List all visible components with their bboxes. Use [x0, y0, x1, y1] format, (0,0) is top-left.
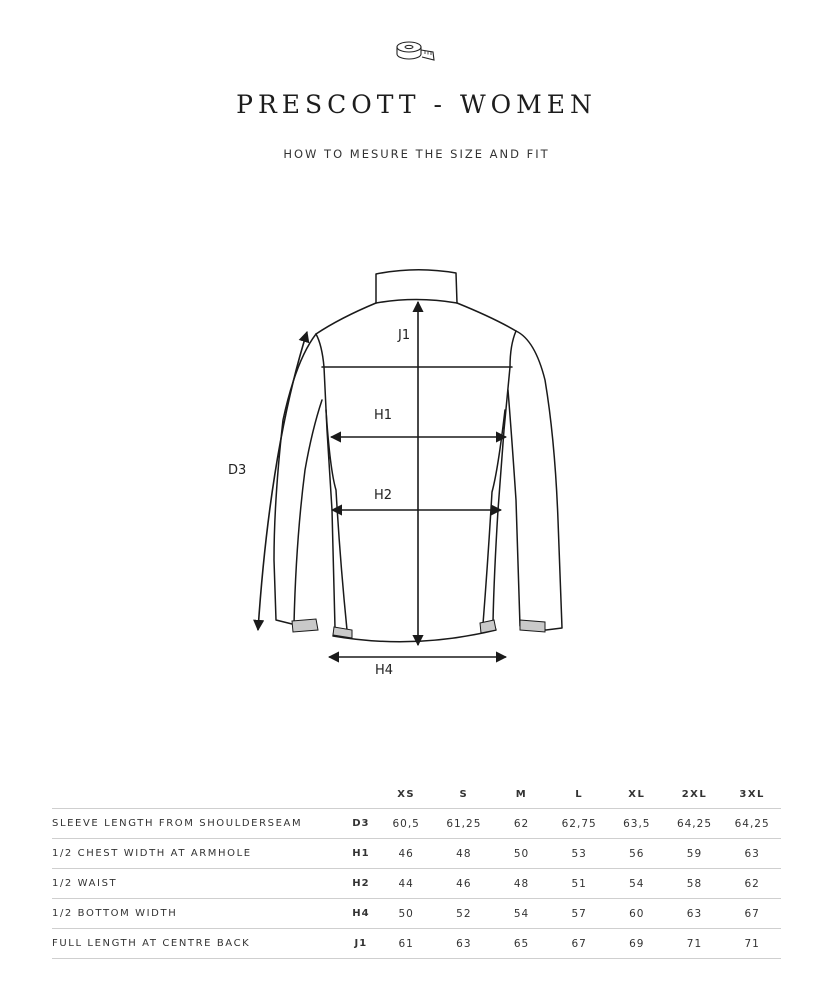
measurement-label: 1/2 BOTTOM WIDTH: [52, 899, 344, 929]
jacket-hem: [333, 622, 496, 642]
jacket-body-right: [493, 331, 516, 622]
measurement-value: 50: [377, 899, 435, 929]
table-row: [52, 929, 781, 959]
measurement-value: 46: [377, 839, 435, 869]
size-header: M: [493, 780, 551, 809]
measurement-value: 65: [493, 929, 551, 959]
cuff-left: [292, 619, 318, 632]
size-header: L: [550, 780, 608, 809]
table-row: [52, 809, 781, 839]
measurement-value: 67: [550, 929, 608, 959]
measurement-value: 48: [493, 869, 551, 899]
jacket-sleeve-right: [508, 331, 562, 630]
label-d3: D3: [228, 463, 247, 478]
measurement-value: 53: [550, 839, 608, 869]
measurement-value: 51: [550, 869, 608, 899]
measurement-value: 61: [377, 929, 435, 959]
measurement-value: 54: [608, 869, 666, 899]
size-header: 2XL: [666, 780, 724, 809]
measurement-value: 62: [723, 869, 781, 899]
measurement-value: 63,5: [608, 809, 666, 839]
measurement-value: 44: [377, 869, 435, 899]
size-header: XL: [608, 780, 666, 809]
measurement-value: 71: [723, 929, 781, 959]
measurement-value: 62,75: [550, 809, 608, 839]
measurement-value: 63: [723, 839, 781, 869]
table-row: [52, 839, 781, 869]
cuff-right: [520, 620, 545, 632]
size-header: S: [435, 780, 493, 809]
measurement-label: 1/2 WAIST: [52, 869, 344, 899]
measurement-value: 64,25: [666, 809, 724, 839]
jacket-body-left: [316, 334, 335, 628]
table-row: [52, 869, 781, 899]
label-h2: H2: [374, 488, 393, 503]
measurement-value: 58: [666, 869, 724, 899]
measurement-code: H1: [344, 839, 377, 869]
size-header: 3XL: [723, 780, 781, 809]
measurement-code: D3: [344, 809, 377, 839]
measurement-value: 67: [723, 899, 781, 929]
measurement-code: J1: [344, 929, 377, 959]
measurement-value: 59: [666, 839, 724, 869]
measurement-value: 71: [666, 929, 724, 959]
measurement-value: 60,5: [377, 809, 435, 839]
jacket-sleeve-left: [274, 334, 322, 624]
label-h4: H4: [375, 663, 394, 678]
measurement-value: 46: [435, 869, 493, 899]
page-title: PRESCOTT - WOMEN: [236, 90, 597, 119]
measurement-code: H4: [344, 899, 377, 929]
measurement-code: H2: [344, 869, 377, 899]
measurement-value: 60: [608, 899, 666, 929]
size-header-row: [52, 780, 781, 809]
header-blank: [52, 780, 344, 809]
jacket-collar: [376, 270, 457, 303]
size-chart-table: [52, 780, 781, 959]
d3-arrow: [258, 332, 307, 630]
measurement-value: 63: [666, 899, 724, 929]
label-j1: J1: [398, 328, 411, 343]
measurement-label: 1/2 CHEST WIDTH AT ARMHOLE: [52, 839, 344, 869]
measurement-value: 56: [608, 839, 666, 869]
header-blank-code: [344, 780, 377, 809]
measurement-value: 50: [493, 839, 551, 869]
measurement-value: 69: [608, 929, 666, 959]
measurement-value: 52: [435, 899, 493, 929]
measurement-label: FULL LENGTH AT CENTRE BACK: [52, 929, 344, 959]
measurement-label: SLEEVE LENGTH FROM SHOULDERSEAM: [52, 809, 344, 839]
measurement-value: 48: [435, 839, 493, 869]
size-header: XS: [377, 780, 435, 809]
table-row: [52, 899, 781, 929]
measurement-value: 62: [493, 809, 551, 839]
measurement-value: 63: [435, 929, 493, 959]
jacket-shoulders: [316, 303, 516, 334]
page-subtitle: HOW TO MESURE THE SIZE AND FIT: [283, 147, 550, 161]
measurement-value: 64,25: [723, 809, 781, 839]
measurement-value: 61,25: [435, 809, 493, 839]
measurement-value: 57: [550, 899, 608, 929]
label-h1: H1: [374, 408, 393, 423]
measurement-value: 54: [493, 899, 551, 929]
